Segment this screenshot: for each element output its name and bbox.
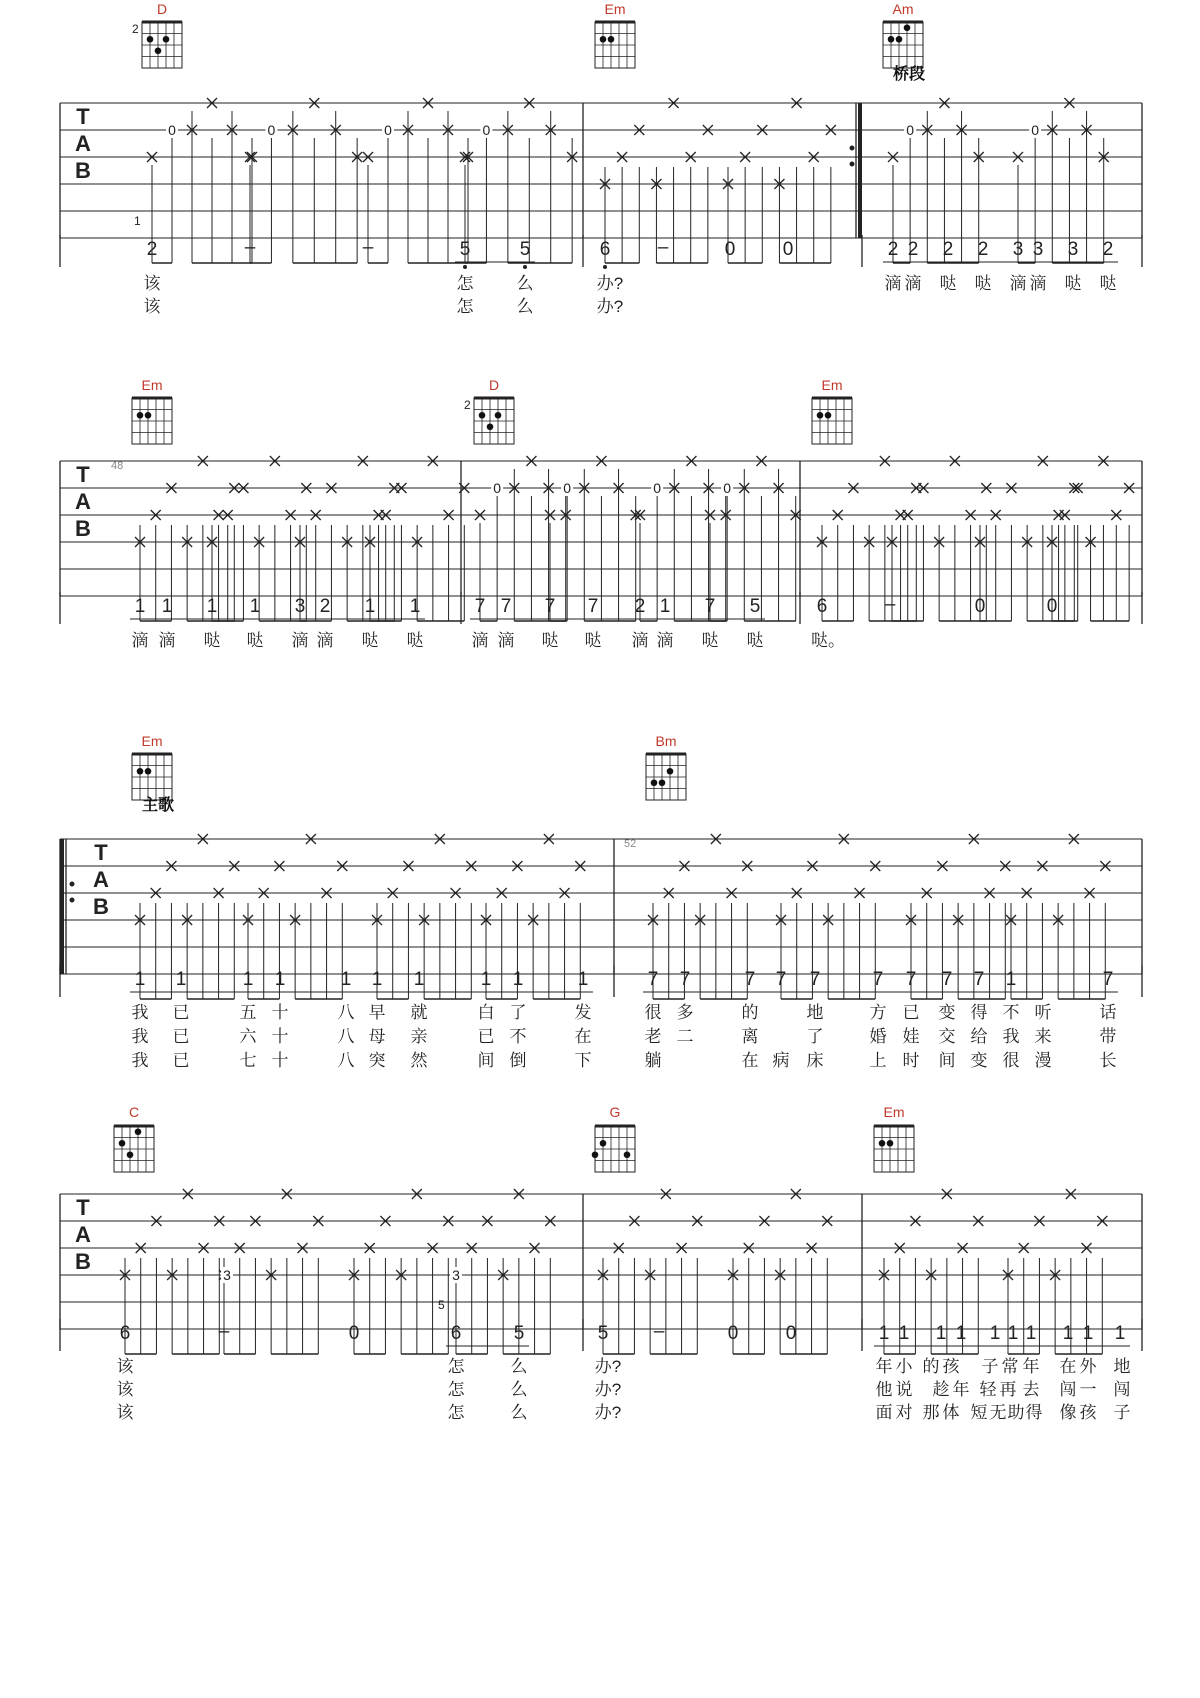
chord-diagram-em-dot	[825, 412, 832, 419]
jianpu-dash: –	[362, 237, 374, 258]
lyric: 子	[1113, 1403, 1131, 1422]
lyric: 十	[271, 1003, 289, 1022]
lyric: 在	[741, 1051, 759, 1070]
chord-diagram-em-dot	[145, 412, 152, 419]
jianpu-note: 3	[1067, 239, 1079, 260]
lyric: 闯	[1113, 1380, 1131, 1399]
lyric: 了	[509, 1003, 527, 1022]
lyric: 在	[574, 1027, 592, 1046]
lyric: 的	[922, 1357, 940, 1376]
lyric: 助	[1007, 1403, 1025, 1422]
jianpu-note: 1	[274, 969, 286, 990]
repeat-dot	[70, 882, 75, 887]
jianpu-note: 1	[1025, 1323, 1037, 1344]
lyric: 轻	[979, 1380, 997, 1399]
lyric: 怎	[447, 1357, 465, 1376]
lyric: 就	[410, 1003, 428, 1022]
jianpu-note: 7	[775, 969, 787, 990]
chord-name-g: G	[609, 1104, 621, 1120]
chord-name-d: D	[156, 1, 168, 17]
jianpu-note: 7	[872, 969, 884, 990]
jianpu-note: 1	[1082, 1323, 1094, 1344]
jianpu-note: 1	[161, 596, 173, 617]
section-bridge: 桥段	[893, 66, 926, 83]
lyric: 滴	[884, 274, 902, 293]
fret-position-label: 2	[464, 398, 471, 412]
chord-diagram-bm-dot	[659, 779, 666, 786]
lyric: 滴	[291, 631, 309, 650]
jianpu-note: 1	[480, 969, 492, 990]
lyric: 去	[1022, 1380, 1040, 1399]
jianpu-note: 1	[1062, 1323, 1074, 1344]
jianpu-rest: 0	[1046, 596, 1058, 617]
jianpu-dash: –	[218, 1321, 230, 1342]
lyric: 滴	[1009, 274, 1027, 293]
lyric: 在	[1059, 1357, 1077, 1376]
tab-clef: T A B	[75, 462, 91, 541]
lyric: 面	[875, 1403, 893, 1422]
lyric: 母	[368, 1027, 386, 1046]
tab-fret-number: 0	[1031, 122, 1040, 138]
tab-fret-number: 3	[223, 1267, 231, 1283]
lyric: 该	[143, 297, 161, 316]
fret-position-label: 2	[132, 22, 139, 36]
lyric: 已	[902, 1003, 920, 1022]
lyric: 十	[271, 1051, 289, 1070]
lyric: 我	[131, 1027, 149, 1046]
lyric: 五	[239, 1003, 257, 1022]
jianpu-note: 1	[989, 1323, 1001, 1344]
jianpu-note: 1	[175, 969, 187, 990]
lyric: 滴	[656, 631, 674, 650]
lyric: 办?	[596, 274, 624, 293]
lyric: 哒	[939, 274, 957, 293]
lyric: 离	[741, 1027, 759, 1046]
lyric: 不	[1002, 1003, 1020, 1022]
lyric: 娃	[902, 1027, 920, 1046]
lyric: 很	[1002, 1051, 1020, 1070]
jianpu-note: 1	[659, 596, 671, 617]
jianpu-note: 7	[587, 596, 599, 617]
jianpu-note: 6	[119, 1323, 131, 1344]
tab-clef: T A B	[75, 104, 91, 183]
jianpu-note: 1	[134, 969, 146, 990]
lyric: 话	[1099, 1003, 1117, 1022]
lyric: 变	[938, 1003, 956, 1022]
lyric: 突	[368, 1051, 386, 1070]
lyric: 滴	[497, 631, 515, 650]
section-verse: 主歌	[142, 797, 175, 814]
lyric: 像	[1059, 1403, 1077, 1422]
jianpu-note: 1	[1007, 1323, 1019, 1344]
jianpu-note: 6	[450, 1323, 462, 1344]
lyric: 怎	[456, 297, 474, 316]
chord-diagram-c-dot	[127, 1151, 134, 1158]
lyric: 交	[938, 1027, 956, 1046]
jianpu-note: 3	[294, 596, 306, 617]
lyric: 孩	[1079, 1403, 1097, 1422]
jianpu-note: 7	[679, 969, 691, 990]
jianpu-note: 1	[955, 1323, 967, 1344]
lyric: 哒	[203, 631, 221, 650]
lyric: 床	[806, 1051, 824, 1070]
chord-diagram-d-dot	[495, 412, 502, 419]
lyric: 孩	[942, 1357, 960, 1376]
lyric: 年	[875, 1357, 893, 1376]
lyric: 八	[337, 1027, 355, 1046]
lyric: 么	[516, 274, 534, 293]
chord-diagram-em-dot	[817, 412, 824, 419]
lyric: 该	[116, 1403, 134, 1422]
jianpu-note: 2	[146, 239, 158, 260]
jianpu-rest: 0	[348, 1323, 360, 1344]
lyric: 么	[516, 297, 534, 316]
jianpu-dash: –	[653, 1321, 665, 1342]
jianpu-note: 1	[577, 969, 589, 990]
lyric: 小	[895, 1357, 913, 1376]
jianpu-rest: 0	[727, 1323, 739, 1344]
lyric: 六	[239, 1027, 257, 1046]
jianpu-note: 3	[1012, 239, 1024, 260]
chord-diagram-g-dot	[600, 1140, 607, 1147]
jianpu-note: 6	[599, 239, 611, 260]
tab-fret-number: 0	[482, 122, 491, 138]
lyric: 间	[477, 1051, 495, 1070]
lyric: 间	[938, 1051, 956, 1070]
jianpu-dash: –	[244, 237, 256, 258]
lyric: 已	[172, 1051, 190, 1070]
chord-diagram-em-dot	[145, 768, 152, 775]
lyric: 得	[970, 1003, 988, 1022]
lyric: 办?	[594, 1380, 622, 1399]
lyric: 滴	[131, 631, 149, 650]
chord-diagram-bm-dot	[667, 768, 674, 775]
jianpu-note: 1	[413, 969, 425, 990]
jianpu-note: 1	[206, 596, 218, 617]
lyric: 么	[510, 1403, 528, 1422]
lyric: 外	[1079, 1357, 1097, 1376]
lyric: 来	[1034, 1027, 1052, 1046]
octave-dot	[463, 265, 467, 269]
jianpu-note: 7	[1102, 969, 1114, 990]
lyric: 体	[942, 1403, 960, 1422]
chord-name-bm: Bm	[655, 733, 677, 749]
lyric: 滴	[631, 631, 649, 650]
lyric: 二	[676, 1027, 694, 1046]
tab-clef: T A B	[93, 840, 109, 919]
lyric: 一	[1079, 1380, 1097, 1399]
lyric: 怎	[447, 1380, 465, 1399]
jianpu-note: 6	[816, 596, 828, 617]
lyric: 已	[172, 1027, 190, 1046]
jianpu-note: 1	[249, 596, 261, 617]
lyric: 地	[1113, 1357, 1131, 1376]
jianpu-note: 2	[634, 596, 646, 617]
lyric: 十	[271, 1027, 289, 1046]
lyric: 听	[1034, 1003, 1052, 1022]
jianpu-rest: 0	[785, 1323, 797, 1344]
jianpu-note: 7	[905, 969, 917, 990]
lyric: 然	[410, 1051, 428, 1070]
lyric: 病	[772, 1051, 790, 1070]
chord-diagram-em-dot	[879, 1140, 886, 1147]
lyric: 变	[970, 1051, 988, 1070]
tab-fret-number: 0	[906, 122, 915, 138]
lyric: 的	[741, 1003, 759, 1022]
jianpu-note: 1	[878, 1323, 890, 1344]
jianpu-note: 5	[519, 239, 531, 260]
lyric: 哒	[1064, 274, 1082, 293]
lyric: 婚	[869, 1027, 887, 1046]
jianpu-note: 7	[744, 969, 756, 990]
chord-name-am: Am	[892, 1, 914, 17]
octave-dot	[523, 265, 527, 269]
jianpu-note: 1	[242, 969, 254, 990]
chord-name-em: Em	[604, 1, 626, 17]
lyric: 滴	[904, 274, 922, 293]
lyric: 我	[131, 1051, 149, 1070]
chord-diagram-d-dot	[163, 36, 170, 43]
chord-diagram-g-dot	[592, 1151, 599, 1158]
lyric: 该	[116, 1357, 134, 1376]
jianpu-note: 7	[973, 969, 985, 990]
jianpu-dash: –	[657, 237, 669, 258]
lyric: 哒	[246, 631, 264, 650]
chord-name-em: Em	[821, 377, 843, 393]
chord-diagram-d-dot	[147, 36, 154, 43]
lyric: 趁	[932, 1380, 950, 1399]
lyric: 方	[869, 1003, 887, 1022]
tab-fret-number: 0	[168, 122, 176, 138]
lyric: 怎	[456, 274, 474, 293]
chord-diagram-em-dot	[600, 36, 607, 43]
lyric: 哒	[746, 631, 764, 650]
lyric: 哒	[406, 631, 424, 650]
lyric: 滴	[1029, 274, 1047, 293]
jianpu-dash: –	[884, 594, 896, 615]
lyric: 不	[509, 1027, 527, 1046]
jianpu-note: 1	[1005, 969, 1017, 990]
jianpu-note: 1	[898, 1323, 910, 1344]
repeat-dot	[850, 162, 855, 167]
chord-diagram-am-dot	[888, 36, 895, 43]
chord-diagram-d-dot	[155, 47, 162, 54]
jianpu-rest: 0	[724, 239, 736, 260]
lyric: 我	[1002, 1027, 1020, 1046]
jianpu-note: 1	[512, 969, 524, 990]
lyric: 早	[368, 1003, 386, 1022]
jianpu-note: 1	[1114, 1323, 1126, 1344]
lyric: 发	[574, 1003, 592, 1022]
jianpu-rest: 0	[974, 596, 986, 617]
jianpu-note: 2	[887, 239, 899, 260]
lyric: 地	[806, 1003, 824, 1022]
lyric: 了	[806, 1027, 824, 1046]
lyric: 说	[895, 1380, 913, 1399]
lyric: 哒	[974, 274, 992, 293]
lyric: 常	[1001, 1357, 1019, 1376]
lyric: 子	[981, 1357, 999, 1376]
chord-diagram-d-dot	[479, 412, 486, 419]
jianpu-note: 5	[459, 239, 471, 260]
fingering-number: 1	[134, 214, 141, 228]
lyric: 八	[337, 1003, 355, 1022]
lyric: 下	[574, 1051, 592, 1070]
jianpu-note: 2	[942, 239, 954, 260]
lyric: 怎	[447, 1403, 465, 1422]
chord-name-d: D	[488, 377, 500, 393]
tab-fret-number: 0	[563, 480, 572, 496]
jianpu-note: 1	[935, 1323, 947, 1344]
chord-name-c: C	[128, 1104, 140, 1120]
chord-diagram-am-dot	[896, 36, 903, 43]
lyric: 得	[1025, 1403, 1043, 1422]
lyric: 哒	[361, 631, 379, 650]
lyric: 哒	[584, 631, 602, 650]
jianpu-note: 2	[977, 239, 989, 260]
lyric: 倒	[509, 1051, 527, 1070]
lyric: 带	[1099, 1027, 1117, 1046]
lyric: 办?	[594, 1403, 622, 1422]
lyric: 漫	[1034, 1051, 1052, 1070]
lyric: 那	[922, 1403, 940, 1422]
chord-diagram-em-dot	[137, 768, 144, 775]
chord-diagram-em-dot	[608, 36, 615, 43]
lyric: 对	[895, 1403, 913, 1422]
measure-number: 48	[111, 460, 124, 472]
chord-diagram-g-dot	[624, 1151, 631, 1158]
octave-dot	[603, 265, 607, 269]
chord-diagram-am-dot	[904, 24, 911, 31]
jianpu-note: 1	[364, 596, 376, 617]
lyric: 年	[952, 1380, 970, 1399]
jianpu-note: 7	[647, 969, 659, 990]
chord-diagram-em-dot	[887, 1140, 894, 1147]
jianpu-note: 3	[1032, 239, 1044, 260]
jianpu-note: 1	[409, 596, 421, 617]
lyric: 七	[239, 1051, 257, 1070]
measure-number: 52	[624, 838, 637, 850]
jianpu-note: 7	[544, 596, 556, 617]
lyric: 该	[143, 274, 161, 293]
chord-diagram-bm-dot	[651, 779, 658, 786]
lyric: 滴	[316, 631, 334, 650]
lyric: 老	[644, 1027, 662, 1046]
lyric: 短	[970, 1403, 988, 1422]
lyric: 么	[510, 1357, 528, 1376]
lyric: 给	[970, 1027, 988, 1046]
lyric: 办?	[594, 1357, 622, 1376]
chord-name-em: Em	[141, 733, 163, 749]
jianpu-note: 7	[941, 969, 953, 990]
chord-diagram-d-dot	[487, 423, 494, 430]
jianpu-note: 1	[134, 596, 146, 617]
jianpu-rest: 0	[782, 239, 794, 260]
lyric: 我	[131, 1003, 149, 1022]
lyric: 滴	[158, 631, 176, 650]
lyric: 多	[676, 1003, 694, 1022]
lyric: 长	[1099, 1051, 1117, 1070]
repeat-dot	[850, 146, 855, 151]
lyric: 哒	[1099, 274, 1117, 293]
repeat-dot	[70, 898, 75, 903]
lyric: 无	[989, 1403, 1007, 1422]
jianpu-note: 7	[704, 596, 716, 617]
jianpu-note: 5	[749, 596, 761, 617]
jianpu-note: 5	[597, 1323, 609, 1344]
chord-diagram-c-dot	[119, 1140, 126, 1147]
tab-fret-number: 0	[267, 122, 276, 138]
lyric: 白	[477, 1003, 495, 1022]
jianpu-note: 5	[513, 1323, 525, 1344]
jianpu-note: 2	[907, 239, 919, 260]
lyric: 八	[337, 1051, 355, 1070]
jianpu-note: 2	[1102, 239, 1114, 260]
fingering-number: 5	[438, 1298, 445, 1312]
jianpu-note: 2	[319, 596, 331, 617]
lyric: 年	[1022, 1357, 1040, 1376]
lyric: 办?	[596, 297, 624, 316]
lyric: 上	[869, 1051, 887, 1070]
lyric: 哒	[541, 631, 559, 650]
chord-diagram-em-dot	[137, 412, 144, 419]
jianpu-note: 7	[809, 969, 821, 990]
tab-fret-number: 0	[723, 480, 732, 496]
tab-fret-number: 0	[653, 480, 662, 496]
tab-fret-number: 3	[452, 1267, 460, 1283]
lyric: 时	[902, 1051, 920, 1070]
chord-diagram-c-dot	[135, 1128, 142, 1135]
jianpu-note: 1	[371, 969, 383, 990]
lyric: 他	[875, 1380, 893, 1399]
lyric: 哒	[701, 631, 719, 650]
chord-name-em: Em	[883, 1104, 905, 1120]
lyric: 哒。	[811, 631, 845, 650]
jianpu-note: 7	[474, 596, 486, 617]
lyric: 躺	[644, 1051, 662, 1070]
lyric: 很	[644, 1003, 662, 1022]
lyric: 该	[116, 1380, 134, 1399]
lyric: 已	[477, 1027, 495, 1046]
jianpu-note: 7	[500, 596, 512, 617]
jianpu-note: 1	[340, 969, 352, 990]
lyric: 么	[510, 1380, 528, 1399]
lyric: 亲	[410, 1027, 428, 1046]
tab-fret-number: 0	[493, 480, 502, 496]
lyric: 已	[172, 1003, 190, 1022]
tab-clef: T A B	[75, 1195, 91, 1274]
lyric: 闯	[1059, 1380, 1077, 1399]
tab-fret-number: 0	[384, 122, 392, 138]
lyric: 滴	[471, 631, 489, 650]
lyric: 再	[999, 1380, 1017, 1399]
chord-name-em: Em	[141, 377, 163, 393]
